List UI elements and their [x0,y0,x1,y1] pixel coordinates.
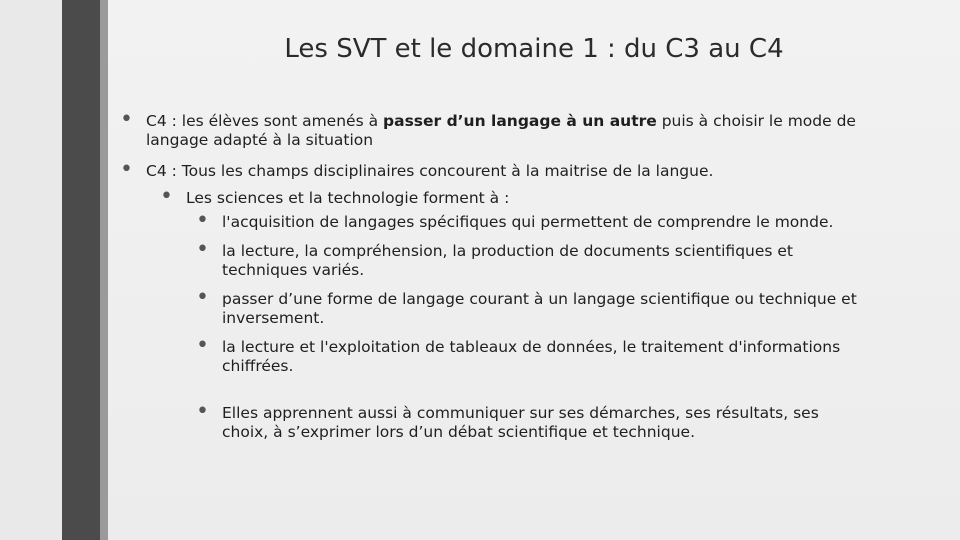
sub-list [160,189,860,442]
sub-sub-list [196,213,860,442]
sub-bullet-text: Les sciences et la technologie forment à : [186,189,510,207]
sub-sub-bullet: • passer d’une forme de langage courant à un langage scientifique ou technique et inversement. [196,290,860,328]
sub-sub-bullet: • la lecture et l'exploitation de tableaux de données, le traitement d'informations chiffrées. [196,338,860,376]
bullet-text: puis à choisir le mode de langage adapté à la situation [146,112,856,149]
bullet-c4-langage [120,112,860,150]
left-accent-bar-dark [62,0,100,540]
bullet-text: C4 : Tous les champs disciplinaires concourent à la maitrise de la langue. [146,162,714,180]
slide-title: Les SVT et le domaine 1 : du C3 au C4 [284,34,784,64]
bullet-emphasis: passer d’un langage à un autre [383,112,657,130]
sub-bullet-sciences [160,189,860,442]
sub-sub-bullet: • Elles apprennent aussi à communiquer sur ses démarches, ses résultats, ses choix, à s’exprimer lors d’un débat scientifique et technique. [196,404,860,442]
bullet-list [120,112,860,454]
left-accent-bar-light [100,0,108,540]
bullet-text: C4 : les élèves sont amenés à [146,112,384,130]
sub-sub-bullet: • la lecture, la compréhension, la production de documents scientifiques et techniques variés. [196,242,860,280]
bullet-c4-disciplines [120,162,860,442]
sub-sub-bullet: • l'acquisition de langages spécifiques qui permettent de comprendre le monde. [196,213,860,232]
